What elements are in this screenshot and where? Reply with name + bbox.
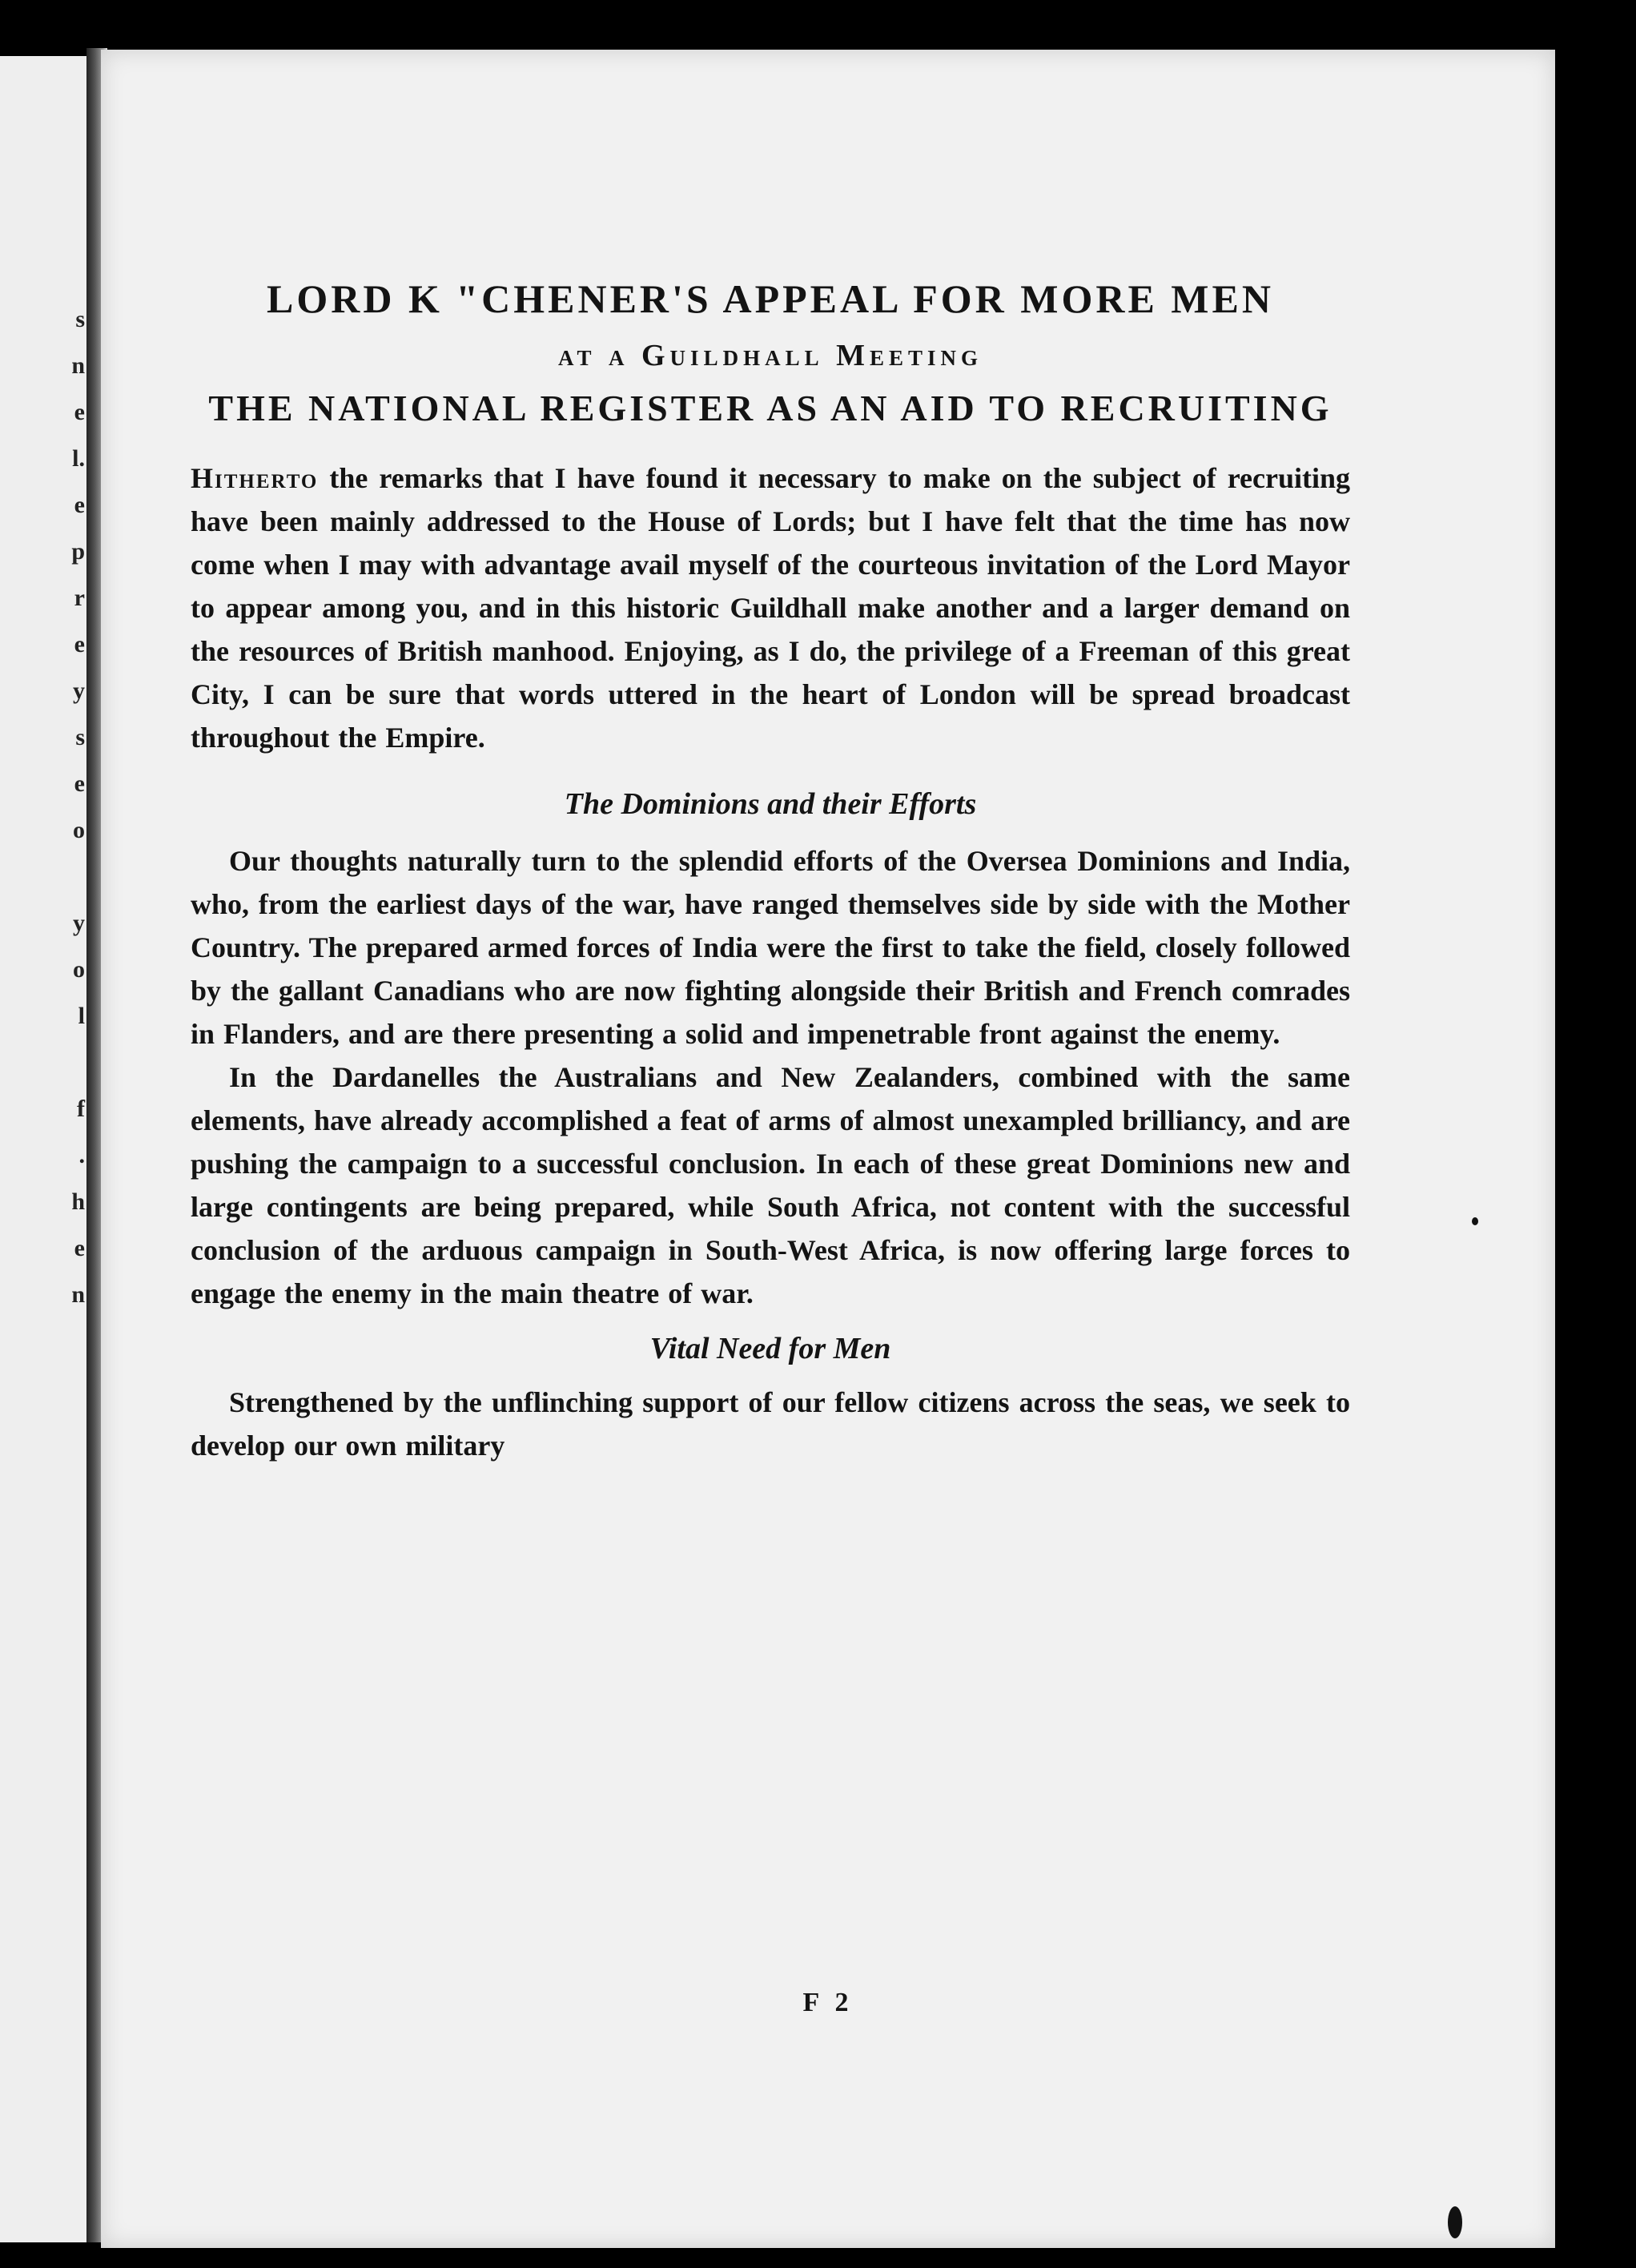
dominions-paragraph-2: In the Dardanelles the Australians and New Zealanders, combined with the same elements, have already accomplished a feat of arms of almost unexampled brilliancy, and are pushing the campaign to a successful conclusion. In each of these great Dominions new and large contingents are being prepared, while South Africa, not content with the successful conclusion of the arduous campaign in South-West Africa, is now offering large forces to engage the enemy in the main theatre of war.	[191, 1061, 1350, 1309]
intro-paragraph	[191, 456, 1350, 759]
left-page-fragment: y	[73, 910, 85, 936]
left-page-text-fragments	[37, 296, 85, 1318]
left-page-fragment: f	[77, 1096, 85, 1122]
scan-speck	[1472, 1217, 1478, 1225]
intro-text: the remarks that I have found it necessary to make on the subject of recruiting have been mainly addressed to the House of Lords; but I have felt that the time has now come when I may with advantage avail myself of the courteous invitation of the Lord Mayor to appear among you, and in this historic Guildhall make another and a larger demand on the resources of British manhood. Enjoying, as I do, the privilege of a Freeman of this great City, I can be sure that words uttered in the heart of London will be spread broadcast throughout the Empire.	[191, 462, 1350, 754]
section-heading-dominions: The Dominions and their Efforts	[564, 787, 977, 821]
section-heading-vital-need: Vital Need for Men	[649, 1332, 891, 1365]
left-page-fragment	[37, 854, 85, 900]
document-page	[101, 50, 1555, 2248]
left-page-fragment: p	[71, 538, 85, 565]
left-page-fragment: e	[74, 399, 85, 425]
left-page-fragment: e	[74, 631, 85, 657]
left-facing-page	[0, 56, 90, 2242]
left-page-fragment: l.	[72, 445, 85, 472]
left-page-fragment: r	[74, 585, 85, 611]
register-heading: THE NATIONAL REGISTER AS AN AID TO RECRUITING	[208, 388, 1333, 428]
dominions-paragraph-1: Our thoughts naturally turn to the splendid efforts of the Oversea Dominions and India, who, from the earliest days of the war, have ranged themselves side by side with the Mother Country. The prepared armed forces of India were the first to take the field, closely followed by the gallant Canadians who are now fighting alongside their British and French comrades in Flanders, and are there presenting a solid and impenetrable front against the enemy.	[191, 845, 1350, 1050]
left-page-fragment: e	[74, 492, 85, 518]
left-page-fragment: e	[74, 1235, 85, 1261]
signature-mark: F 2	[802, 1988, 854, 2017]
article-body	[191, 274, 1350, 1467]
left-page-fragment: o	[73, 817, 85, 843]
scan-speck	[1448, 2206, 1462, 2238]
article-subtitle: at a Guildhall Meeting	[558, 339, 983, 372]
left-page-fragment: s	[75, 724, 85, 750]
left-page-fragment: e	[74, 770, 85, 797]
left-page-fragment: n	[71, 1281, 85, 1308]
left-page-fragment: o	[73, 956, 85, 983]
vital-need-paragraph: Strengthened by the unflinching support of our fellow citizens across the seas, we seek to develop our own military	[191, 1386, 1350, 1462]
intro-lead-word: Hitherto	[191, 462, 319, 494]
left-page-fragment: s	[75, 306, 85, 332]
left-page-fragment: n	[71, 352, 85, 379]
left-page-fragment: .	[78, 1142, 85, 1168]
left-page-fragment: y	[73, 678, 85, 704]
left-page-fragment: h	[71, 1188, 85, 1215]
left-page-fragment: l	[78, 1003, 85, 1029]
left-page-fragment	[37, 1040, 85, 1086]
article-title: LORD K "CHENER'S APPEAL FOR MORE MEN	[267, 276, 1274, 321]
